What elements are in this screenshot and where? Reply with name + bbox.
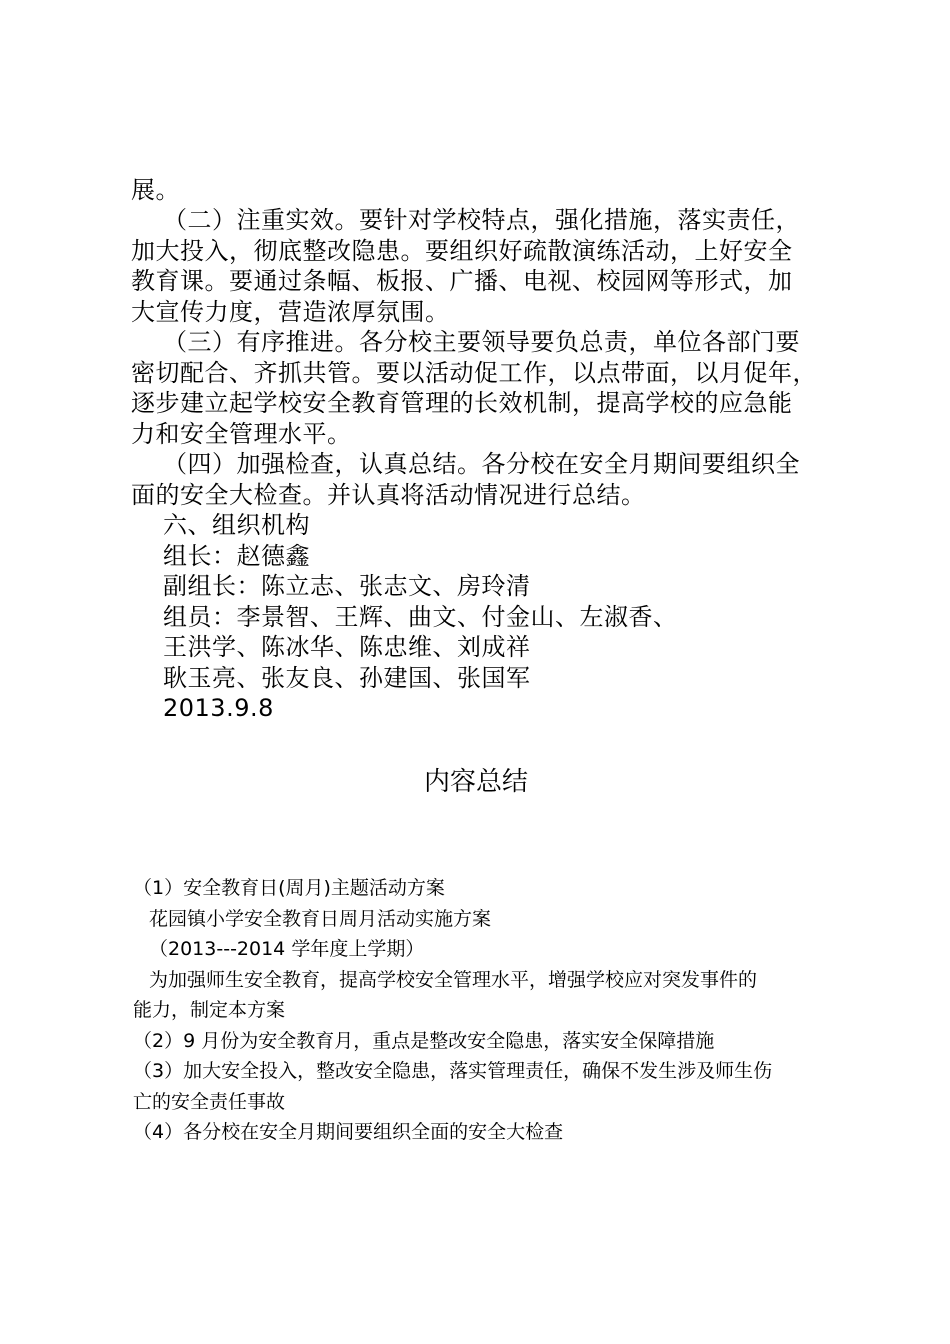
- summary-title: 内容总结: [424, 767, 529, 797]
- body-line: 展。: [131, 176, 180, 204]
- summary-line: 能力，制定本方案: [133, 999, 286, 1021]
- body-line: （四）加强检查，认真总结。各分校在安全月期间要组织全: [163, 450, 800, 478]
- summary-line: （1）安全教育日(周月)主题活动方案: [133, 877, 445, 899]
- body-line: 逐步建立起学校安全教育管理的长效机制，提高学校的应急能: [131, 389, 793, 417]
- summary-line: （2）9 月份为安全教育月，重点是整改安全隐患，落实安全保障措施: [133, 1030, 715, 1052]
- body-line: 教育课。要通过条幅、板报、广播、电视、校园网等形式，加: [131, 267, 793, 295]
- date-line: 2013.9.8: [163, 694, 274, 722]
- members-line: 王洪学、陈冰华、陈忠维、刘成祥: [163, 633, 531, 661]
- summary-line: （3）加大安全投入，整改安全隐患，落实管理责任，确保不发生涉及师生伤: [133, 1060, 773, 1082]
- body-line: 加大投入，彻底整改隐患。要组织好疏散演练活动，上好安全: [131, 237, 793, 265]
- leader-line: 组长：赵德鑫: [163, 542, 310, 570]
- body-line: （二）注重实效。要针对学校特点，强化措施，落实责任，: [163, 206, 800, 234]
- summary-line: 花园镇小学安全教育日周月活动实施方案: [149, 908, 492, 930]
- summary-line: （2013---2014 学年度上学期）: [149, 938, 425, 960]
- members-line: 耿玉亮、张友良、孙建国、张国军: [163, 664, 531, 692]
- body-line: 力和安全管理水平。: [131, 420, 352, 448]
- summary-line: 亡的安全责任事故: [133, 1091, 286, 1113]
- deputy-leader-line: 副组长：陈立志、张志文、房玲清: [163, 572, 531, 600]
- summary-line: 为加强师生安全教育，提高学校安全管理水平，增强学校应对突发事件的: [149, 969, 758, 991]
- body-line: （三）有序推进。各分校主要领导要负总责，单位各部门要: [163, 328, 800, 356]
- body-line: 大宣传力度，营造浓厚氛围。: [131, 298, 450, 326]
- members-line: 组员：李景智、王辉、曲文、付金山、左淑香、: [163, 603, 678, 631]
- section-heading: 六、组织机构: [163, 511, 310, 539]
- body-line: 密切配合、齐抓共管。要以活动促工作，以点带面，以月促年，: [131, 359, 817, 387]
- summary-line: （4）各分校在安全月期间要组织全面的安全大检查: [133, 1121, 564, 1143]
- body-line: 面的安全大检查。并认真将活动情况进行总结。: [131, 481, 646, 509]
